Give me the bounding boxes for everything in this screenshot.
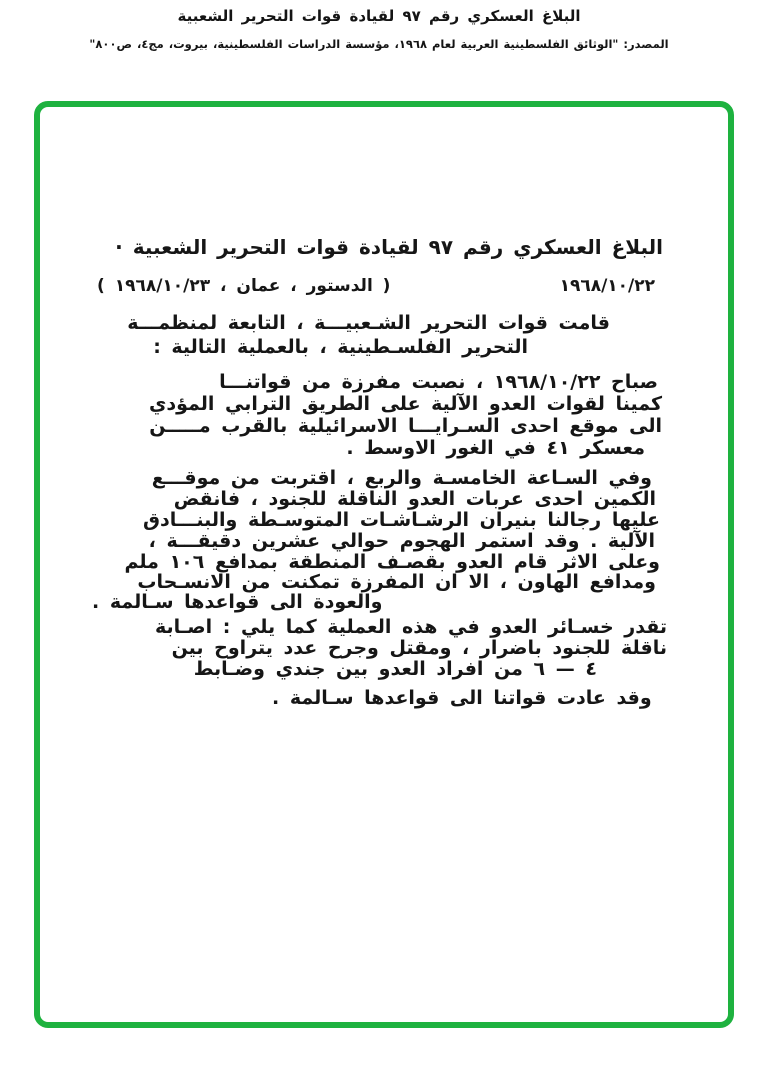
doc-line: ٤ — ٦ من افراد العدو بين جندي وضـابط (193, 658, 597, 680)
doc-line: الى موقع احدى السـرايـــا الاسرائيلية بالقرب مـــــن (149, 415, 662, 437)
doc-line: كمينا لقوات العدو الآلية على الطريق الترابي المؤدي (148, 393, 662, 415)
doc-line: وقد عادت قواتنا الى قواعدها سـالمة . (272, 687, 652, 709)
doc-line: ومدافع الهاون ، الا ان المفرزة تمكنت من الانسـحاب (137, 571, 656, 593)
doc-source-ref: ( الدستور ، عمان ، ١٩٦٨/١٠/٢٣ ) (97, 276, 391, 296)
header-source: المصدر: "الوثائق الفلسطينية العربية لعام ١٩٦٨، مؤسسة الدراسات الفلسطينية، بيروت، مج٤، ص٨٠٠" (89, 37, 669, 51)
doc-line: وعلى الاثر قام العدو بقصـف المنطقة بمدافع ١٠٦ ملم (124, 551, 660, 573)
doc-line: ناقلة للجنود باضرار ، ومقتل وجرح عدد يتراوح بين (171, 637, 667, 659)
doc-line: صباح ١٩٦٨/١٠/٢٢ ، نصبت مفرزة من قواتنـــا (219, 371, 658, 393)
doc-line: وفي السـاعة الخامسـة والربع ، اقتربت من موقـــع (151, 467, 652, 489)
doc-title: البلاغ العسكري رقم ٩٧ لقيادة قوات التحرير الشعبية · (115, 235, 663, 259)
doc-line: تقدر خسـائر العدو في هذه العملية كما يلي : اصـابة (155, 616, 667, 638)
header-title: البلاغ العسكري رقم ٩٧ لقيادة قوات التحرير الشعبية (177, 7, 581, 25)
doc-line: معسكر ٤١ في الغور الاوسط . (346, 437, 645, 459)
doc-line: التحرير الفلسـطينية ، بالعملية التالية : (153, 336, 528, 358)
doc-line: قامت قوات التحرير الشـعبيـــة ، التابعة لمنظمـــة (127, 312, 610, 334)
doc-line: والعودة الى قواعدها سـالمة . (92, 591, 383, 613)
doc-line: عليها رجالنا بنيران الرشـاشـات المتوسـطة والبنـــادق (143, 509, 660, 531)
doc-line: الكمين احدى عربات العدو الناقلة للجنود ، فانقض (173, 488, 656, 510)
doc-date: ١٩٦٨/١٠/٢٢ (559, 276, 655, 296)
doc-line: الآلية . وقد استمر الهجوم حوالي عشرين دقيقـــة ، (148, 530, 655, 552)
